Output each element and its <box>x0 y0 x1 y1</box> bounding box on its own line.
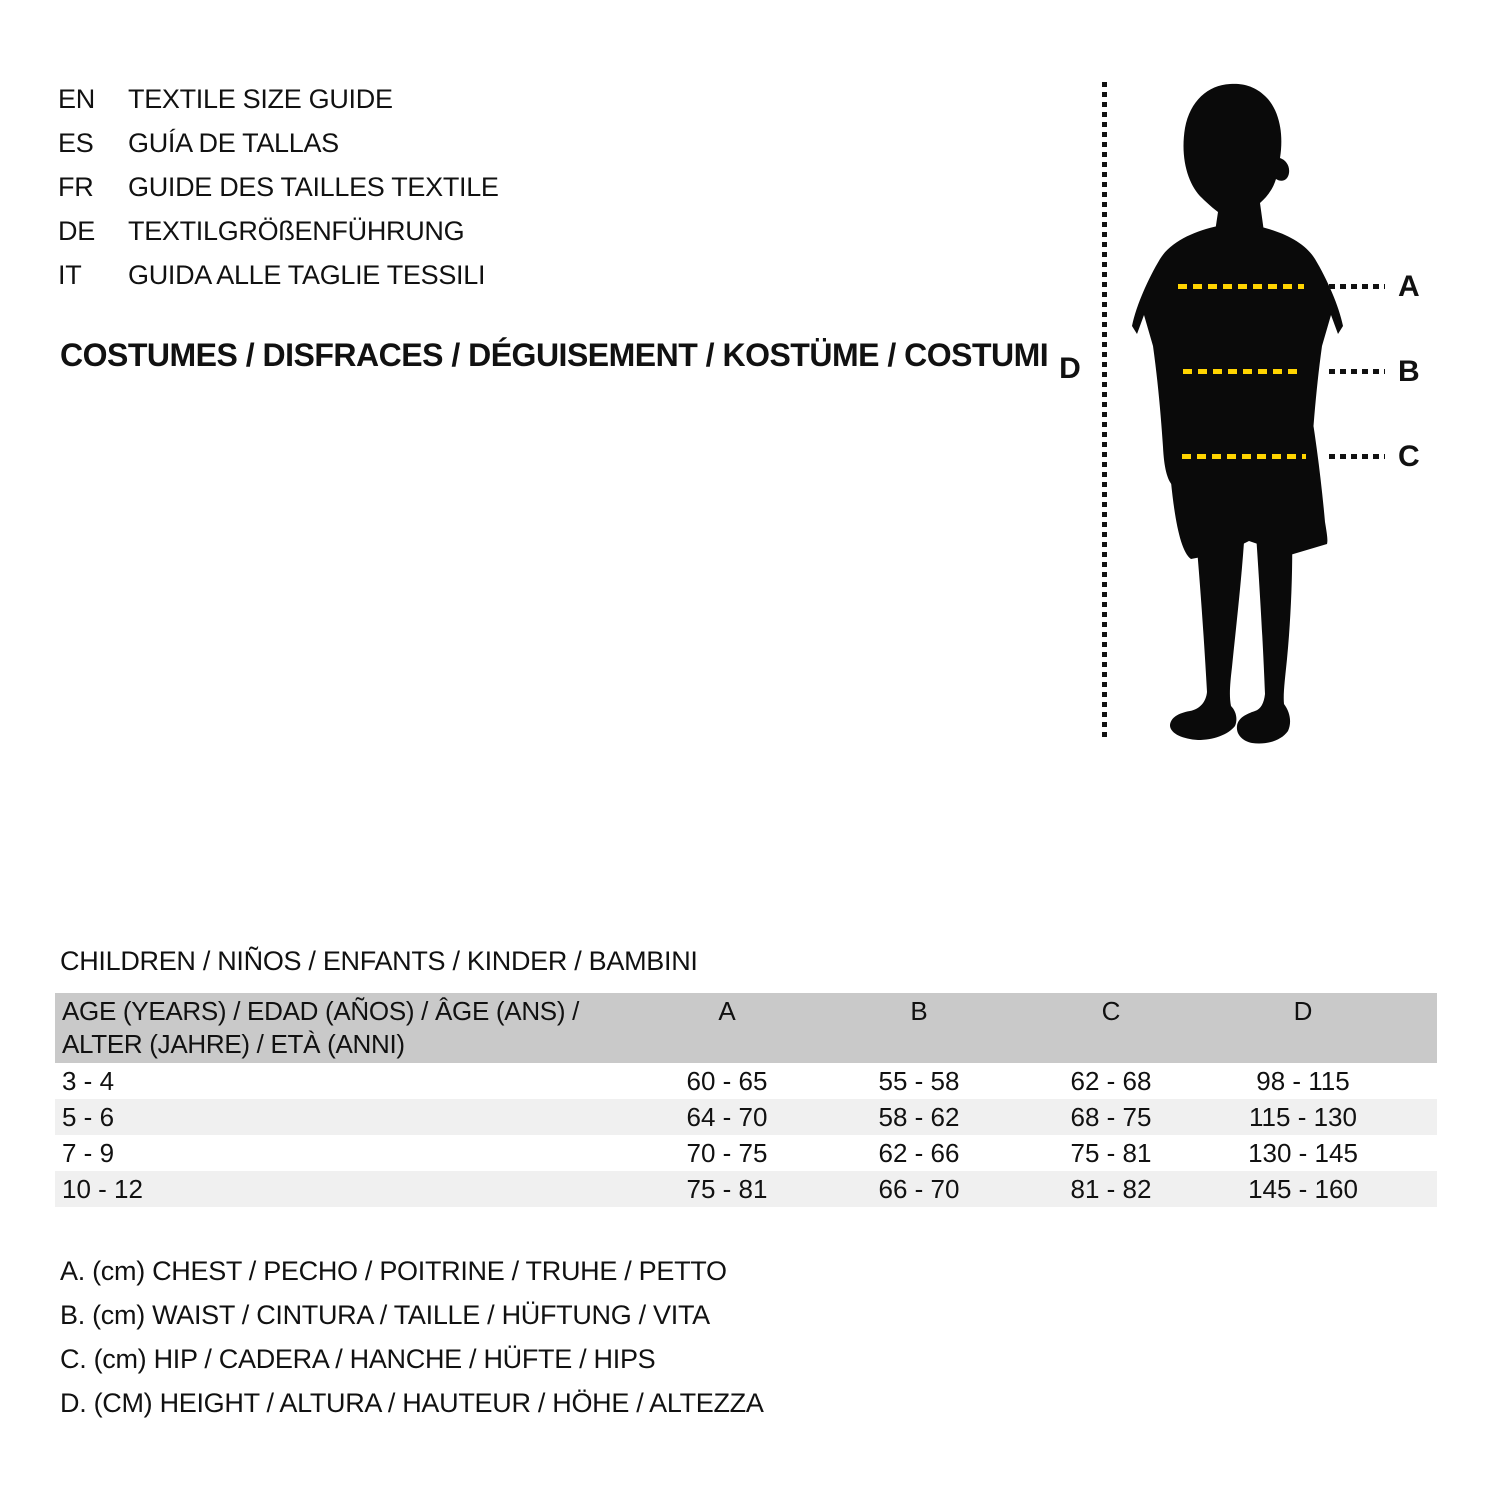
height-cell: 115 - 130 <box>1249 1102 1357 1132</box>
height-cell: 145 - 160 <box>1248 1174 1358 1204</box>
language-title: GUIDA ALLE TAGLIE TESSILI <box>128 260 486 290</box>
language-code: IT <box>58 260 82 290</box>
language-code: ES <box>58 128 94 158</box>
chest-cell: 75 - 81 <box>686 1174 768 1204</box>
legend-line-chest: A. (cm) CHEST / PECHO / POITRINE / TRUHE / PETTO <box>60 1256 727 1286</box>
legend-line-hip: C. (cm) HIP / CADERA / HANCHE / HÜFTE / HIPS <box>60 1344 656 1374</box>
hip-cell: 81 - 82 <box>1070 1174 1152 1204</box>
age-header-line2: ALTER (JAHRE) / ETÀ (ANNI) <box>62 1029 405 1059</box>
column-header-a: A <box>718 996 736 1026</box>
measurement-legend <box>60 1249 764 1425</box>
children-section-title: CHILDREN / NIÑOS / ENFANTS / KINDER / BAMBINI <box>60 946 698 976</box>
measure-label-c: C <box>1398 440 1420 473</box>
language-code: DE <box>58 216 95 246</box>
height-cell: 130 - 145 <box>1248 1138 1358 1168</box>
table-header-row <box>55 993 1437 1063</box>
language-title: TEXTILE SIZE GUIDE <box>128 84 393 114</box>
age-cell: 5 - 6 <box>62 1102 115 1132</box>
column-header-d: D <box>1293 996 1313 1026</box>
age-cell: 7 - 9 <box>62 1138 115 1168</box>
child-silhouette <box>1115 82 1375 745</box>
age-header-line1: AGE (YEARS) / EDAD (AÑOS) / ÂGE (ANS) / <box>62 996 580 1026</box>
chest-cell: 64 - 70 <box>686 1102 768 1132</box>
chest-cell: 60 - 65 <box>686 1066 768 1096</box>
waist-cell: 66 - 70 <box>878 1174 960 1204</box>
hip-cell: 68 - 75 <box>1070 1102 1152 1132</box>
language-title: GUÍA DE TALLAS <box>128 128 339 158</box>
language-row <box>58 253 499 297</box>
legend-line-waist: B. (cm) WAIST / CINTURA / TAILLE / HÜFTUNG / VITA <box>60 1300 710 1330</box>
column-header-b: B <box>910 996 928 1026</box>
age-column-header <box>55 993 631 1061</box>
chest-cell: 70 - 75 <box>686 1138 768 1168</box>
chest-leader-dots <box>1329 284 1385 289</box>
age-cell: 3 - 4 <box>62 1066 115 1096</box>
table-row <box>55 1099 1437 1135</box>
legend-line-height: D. (CM) HEIGHT / ALTURA / HAUTEUR / HÖHE / ALTEZZA <box>60 1388 764 1418</box>
size-table <box>55 993 1437 1207</box>
column-header-c: C <box>1101 996 1121 1026</box>
hip-measure-dash <box>1182 454 1306 459</box>
row-spacer <box>1399 1135 1437 1171</box>
language-title-list <box>58 77 499 297</box>
table-row <box>55 1171 1437 1207</box>
language-code: FR <box>58 172 94 202</box>
waist-measure-dash <box>1183 369 1300 374</box>
language-row <box>58 209 499 253</box>
waist-cell: 62 - 66 <box>878 1138 960 1168</box>
chest-measure-dash <box>1178 284 1304 289</box>
category-title: COSTUMES / DISFRACES / DÉGUISEMENT / KOSTÜME / COSTUMI <box>60 337 1049 373</box>
table-row <box>55 1063 1437 1099</box>
row-spacer <box>1399 1063 1437 1099</box>
waist-leader-dots <box>1329 369 1385 374</box>
language-title: GUIDE DES TAILLES TEXTILE <box>128 172 499 202</box>
row-spacer <box>1399 1099 1437 1135</box>
language-row <box>58 121 499 165</box>
age-cell: 10 - 12 <box>62 1174 143 1204</box>
height-dotted-line <box>1102 82 1107 742</box>
language-code: EN <box>58 84 95 114</box>
language-row <box>58 77 499 121</box>
measure-label-b: B <box>1398 355 1420 388</box>
height-cell: 98 - 115 <box>1256 1066 1350 1096</box>
table-row <box>55 1135 1437 1171</box>
hip-cell: 62 - 68 <box>1070 1066 1152 1096</box>
language-row <box>58 165 499 209</box>
measure-label-d: D <box>1059 352 1081 385</box>
waist-cell: 58 - 62 <box>878 1102 960 1132</box>
hip-cell: 75 - 81 <box>1070 1138 1152 1168</box>
language-title: TEXTILGRÖßENFÜHRUNG <box>128 216 465 246</box>
waist-cell: 55 - 58 <box>878 1066 960 1096</box>
measure-label-a: A <box>1398 270 1420 303</box>
hip-leader-dots <box>1329 454 1385 459</box>
row-spacer <box>1399 1171 1437 1207</box>
